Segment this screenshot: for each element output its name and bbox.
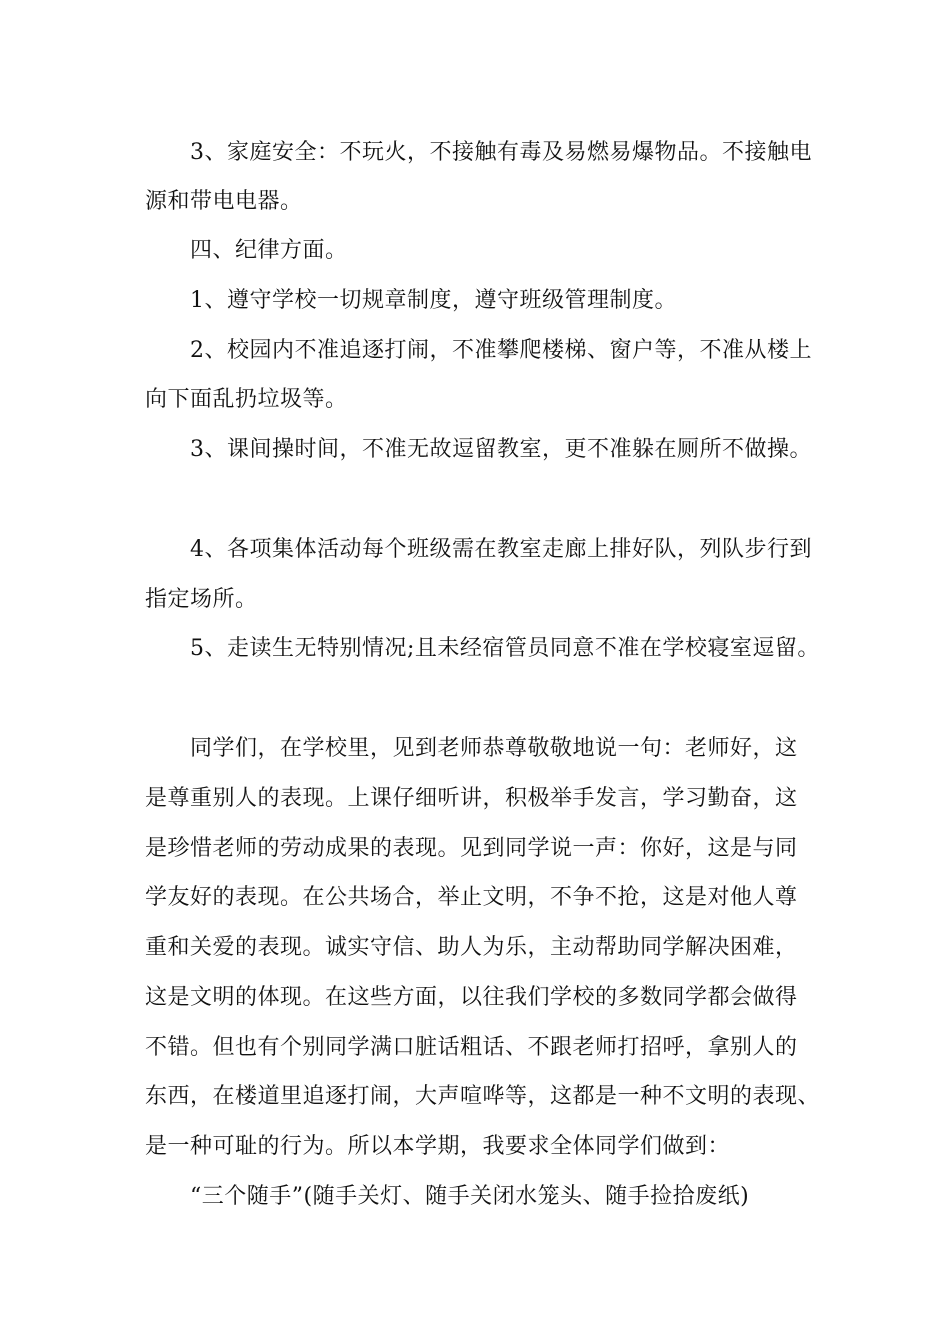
text-line: 2、校园内不准追逐打闹，不准攀爬楼梯、窗户等，不准从楼上 (190, 338, 812, 363)
section-heading: 四、纪律方面。 (190, 238, 348, 263)
text-line: 同学们，在学校里，见到老师恭尊敬敬地说一句：老师好，这 (190, 736, 798, 761)
text-line: 4、各项集体活动每个班级需在教室走廊上排好队，列队步行到 (190, 537, 812, 562)
text-line: 这是文明的体现。在这些方面，以往我们学校的多数同学都会做得 (145, 985, 798, 1010)
text-line: 不错。但也有个别同学满口脏话粗话、不跟老师打招呼，拿别人的 (145, 1035, 798, 1060)
text-line: 向下面乱扔垃圾等。 (145, 387, 348, 412)
text-line: “三个随手”(随手关灯、随手关闭水笼头、随手捡拾废纸) (190, 1184, 750, 1209)
text-line: 1、遵守学校一切规章制度，遵守班级管理制度。 (190, 288, 677, 313)
text-line: 东西，在楼道里追逐打闹，大声喧哗等，这都是一种不文明的表现、 (145, 1084, 821, 1109)
text-line: 源和带电电器。 (145, 189, 303, 214)
text-line: 5、走读生无特别情况;且未经宿管员同意不准在学校寝室逗留。 (190, 636, 820, 661)
text-line: 指定场所。 (145, 587, 258, 612)
text-line: 是珍惜老师的劳动成果的表现。见到同学说一声：你好，这是与同 (145, 836, 798, 861)
text-line: 是尊重别人的表现。上课仔细听讲，积极举手发言，学习勤奋，这 (145, 786, 798, 811)
text-line: 3、家庭安全：不玩火，不接触有毒及易燃易爆物品。不接触电 (190, 140, 812, 165)
text-line: 是一种可耻的行为。所以本学期，我要求全体同学们做到： (145, 1134, 731, 1159)
text-line: 3、课间操时间，不准无故逗留教室，更不准躲在厕所不做操。 (190, 437, 812, 462)
text-line: 重和关爱的表现。诚实守信、助人为乐，主动帮助同学解决困难， (145, 935, 798, 960)
text-line: 学友好的表现。在公共场合，举止文明，不争不抢，这是对他人尊 (145, 885, 798, 910)
